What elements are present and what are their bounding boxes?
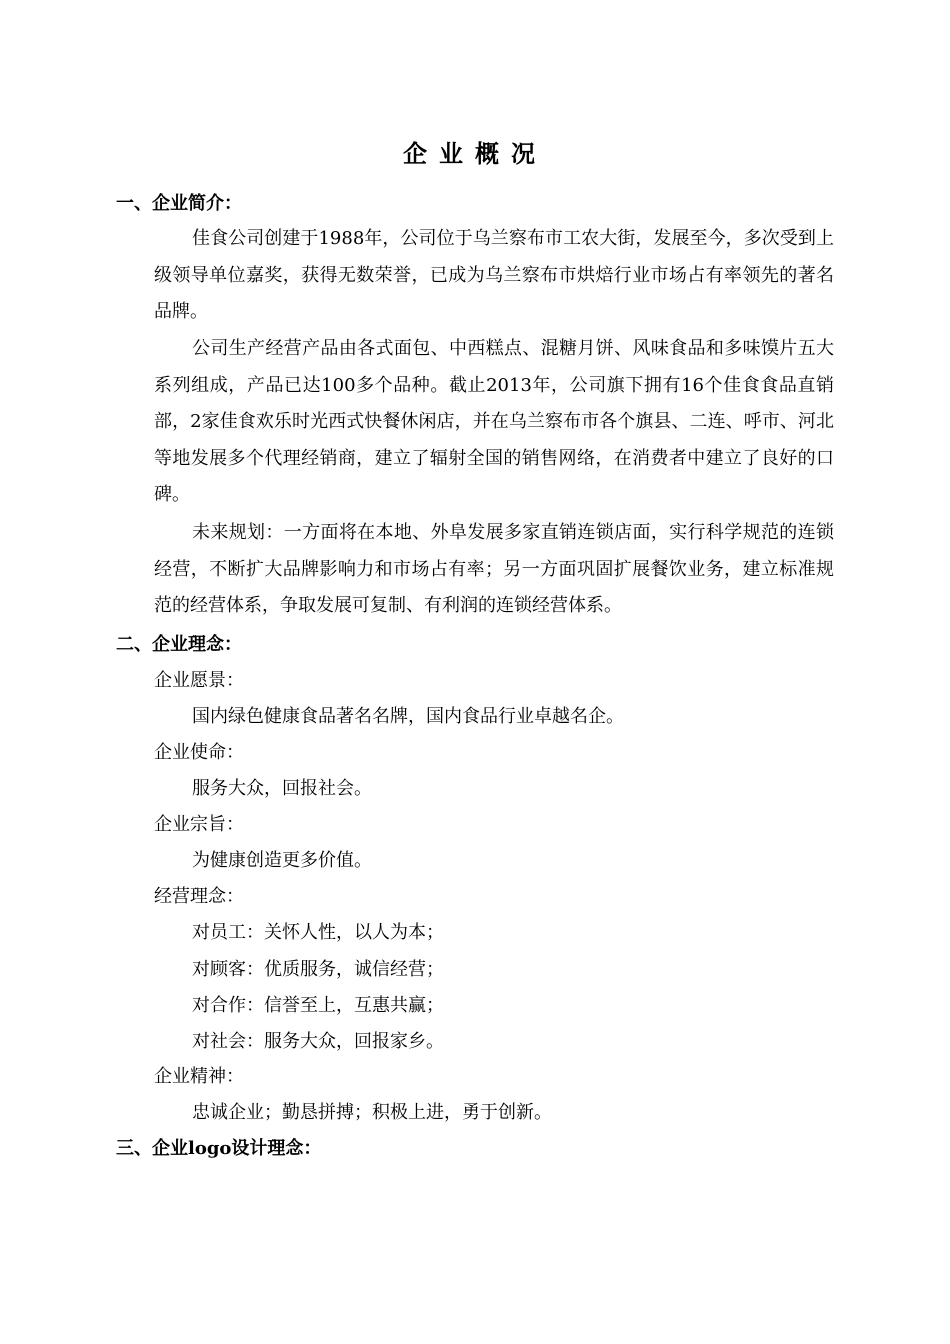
paragraph-intro-3: 未来规划：一方面将在本地、外阜发展多家直销连锁店面，实行科学规范的连锁经营，不断扩大品牌影响力和市场占有率；另一方面巩固扩展餐饮业务，建立标准规范的经营体系，争取发展可复制、有利润的连锁经营体系。 xyxy=(154,522,834,616)
spirit-text: 忠诚企业；勤恳拼搏；积极上进，勇于创新。 xyxy=(192,1102,552,1123)
purpose-text: 为健康创造更多价值。 xyxy=(192,850,372,871)
philosophy-society: 对社会：服务大众，回报家乡。 xyxy=(192,1031,444,1052)
vision-text: 国内绿色健康食品著名名牌，国内食品行业卓越名企。 xyxy=(192,706,624,727)
section-heading-logo: 三、企业logo设计理念： xyxy=(116,1138,322,1159)
paragraph-intro-2: 公司生产经营产品由各式面包、中西糕点、混糖月饼、风味食品和多味馍片五大系列组成，产品已达100多个品种。截止2013年，公司旗下拥有16个佳食食品直销部，2家佳食欢乐时光西式快餐休闲店，并在乌兰察布市各个旗县、二连、呼市、河北等地发展多个代理经销商，建立了辐射全国的销售网络，在消费者中建立了良好的口碑。 xyxy=(154,338,834,505)
vision-label: 企业愿景： xyxy=(154,670,244,691)
philosophy-customers: 对顾客：优质服务，诚信经营； xyxy=(192,959,444,980)
section-heading-intro: 一、企业简介： xyxy=(116,193,242,214)
mission-label: 企业使命： xyxy=(154,742,244,763)
page-title: 企业概况 xyxy=(403,139,547,168)
philosophy-partners: 对合作：信誉至上，互惠共赢； xyxy=(192,995,444,1016)
section-heading-philosophy: 二、企业理念： xyxy=(116,634,242,655)
mission-text: 服务大众，回报社会。 xyxy=(192,778,372,799)
spirit-label: 企业精神： xyxy=(154,1066,244,1087)
philosophy-employees: 对员工：关怀人性，以人为本； xyxy=(192,922,444,943)
paragraph-intro-1: 佳食公司创建于1988年，公司位于乌兰察布市工农大街，发展至今，多次受到上级领导单位嘉奖，获得无数荣誉，已成为乌兰察布市烘焙行业市场占有率领先的著名品牌。 xyxy=(154,228,834,322)
purpose-label: 企业宗旨： xyxy=(154,814,244,835)
business-philosophy-label: 经营理念： xyxy=(154,886,244,907)
